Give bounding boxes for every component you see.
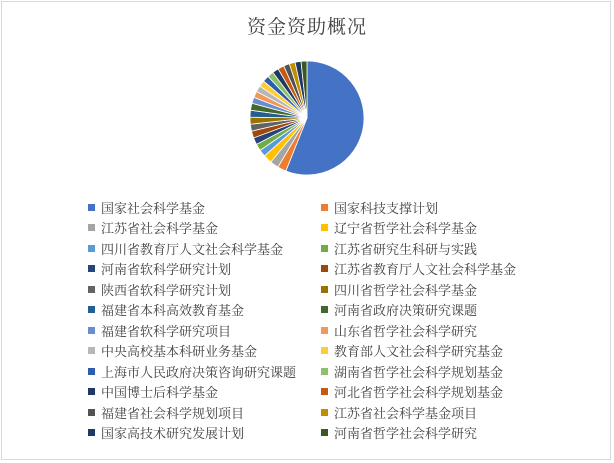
legend-item: [88, 382, 218, 402]
legend-label: 四川省教育厅人文社会科学基金: [101, 242, 284, 258]
legend-label: 国家高技术研究发展计划: [101, 427, 245, 442]
legend-item: [321, 382, 503, 402]
legend-item: [321, 402, 477, 422]
legend-label: 河南省软科学研究计划: [101, 263, 232, 278]
legend-swatch: [88, 429, 95, 436]
legend-item: [321, 218, 477, 238]
legend-swatch: [321, 306, 328, 313]
legend-swatch: [321, 368, 328, 375]
legend-label: 福建省软科学研究项目: [101, 324, 232, 340]
legend-label: 福建省本科高效教育基金: [101, 304, 245, 319]
legend-swatch: [88, 347, 95, 354]
legend-swatch: [88, 409, 95, 416]
legend-item: [321, 259, 516, 279]
legend-label: 上海市人民政府决策咨询研究课题: [101, 365, 297, 381]
legend-item: [88, 238, 283, 258]
legend-swatch: [321, 409, 328, 416]
legend-swatch: [88, 265, 95, 272]
legend-label: 湖南省哲学社会科学规划基金: [334, 365, 504, 381]
legend-label: 教育部人文社会科学研究基金: [334, 345, 504, 360]
legend-item: [321, 423, 477, 443]
legend-swatch: [321, 347, 328, 354]
legend-item: [88, 279, 231, 299]
legend-label: 中央高校基本科研业务基金: [101, 345, 258, 360]
legend-item: [321, 341, 503, 361]
legend-item: [88, 300, 244, 320]
chart-title: 资金资助概况: [246, 16, 367, 38]
legend-label: 河南省政府决策研究课题: [334, 304, 478, 319]
legend-label: 中国博士后科学基金: [101, 386, 219, 401]
legend-item: [321, 238, 477, 258]
legend-label: 陕西省软科学研究计划: [101, 283, 232, 299]
legend-item: [88, 259, 231, 279]
legend-swatch: [321, 286, 328, 293]
legend-label: 河北省哲学社会科学规划基金: [334, 386, 504, 401]
legend-swatch: [321, 429, 328, 436]
legend-label: 江苏省社会科学基金: [101, 222, 219, 237]
legend-swatch: [88, 224, 95, 231]
legend-swatch: [88, 327, 95, 334]
legend-swatch: [321, 224, 328, 231]
legend-swatch: [88, 286, 95, 293]
legend-swatch: [321, 265, 328, 272]
legend-item: [321, 320, 477, 340]
legend-item: [88, 423, 244, 443]
legend-label: 国家社会科学基金: [101, 201, 206, 217]
legend-item: [88, 320, 231, 340]
legend-item: [88, 402, 244, 422]
legend-swatch: [321, 245, 328, 252]
legend-label: 福建省社会科学规划项目: [101, 406, 245, 422]
legend-swatch: [321, 204, 328, 211]
legend-label: 江苏省研究生科研与实践: [334, 242, 478, 258]
legend-label: 河南省哲学社会科学研究: [334, 427, 478, 442]
legend-item: [321, 300, 477, 320]
legend-label: 山东省哲学社会科学研究: [334, 324, 478, 340]
legend-swatch: [321, 388, 328, 395]
legend-swatch: [88, 204, 95, 211]
legend-item: [321, 361, 503, 381]
legend-swatch: [88, 368, 95, 375]
legend-label: 辽宁省哲学社会科学基金: [334, 222, 478, 237]
legend-item: [88, 361, 296, 381]
legend-item: [321, 279, 477, 299]
legend-item: [321, 197, 438, 217]
legend-swatch: [321, 327, 328, 334]
legend-label: 江苏省社会科学基金项目: [334, 406, 478, 422]
legend-label: 四川省哲学社会科学基金: [334, 283, 478, 299]
legend-item: [88, 197, 205, 217]
legend-swatch: [88, 388, 95, 395]
legend-item: [88, 341, 257, 361]
legend-swatch: [88, 245, 95, 252]
legend-label: 江苏省教育厅人文社会科学基金: [334, 263, 517, 278]
legend-item: [88, 218, 218, 238]
legend-label: 国家科技支撑计划: [334, 201, 439, 217]
legend-swatch: [88, 306, 95, 313]
